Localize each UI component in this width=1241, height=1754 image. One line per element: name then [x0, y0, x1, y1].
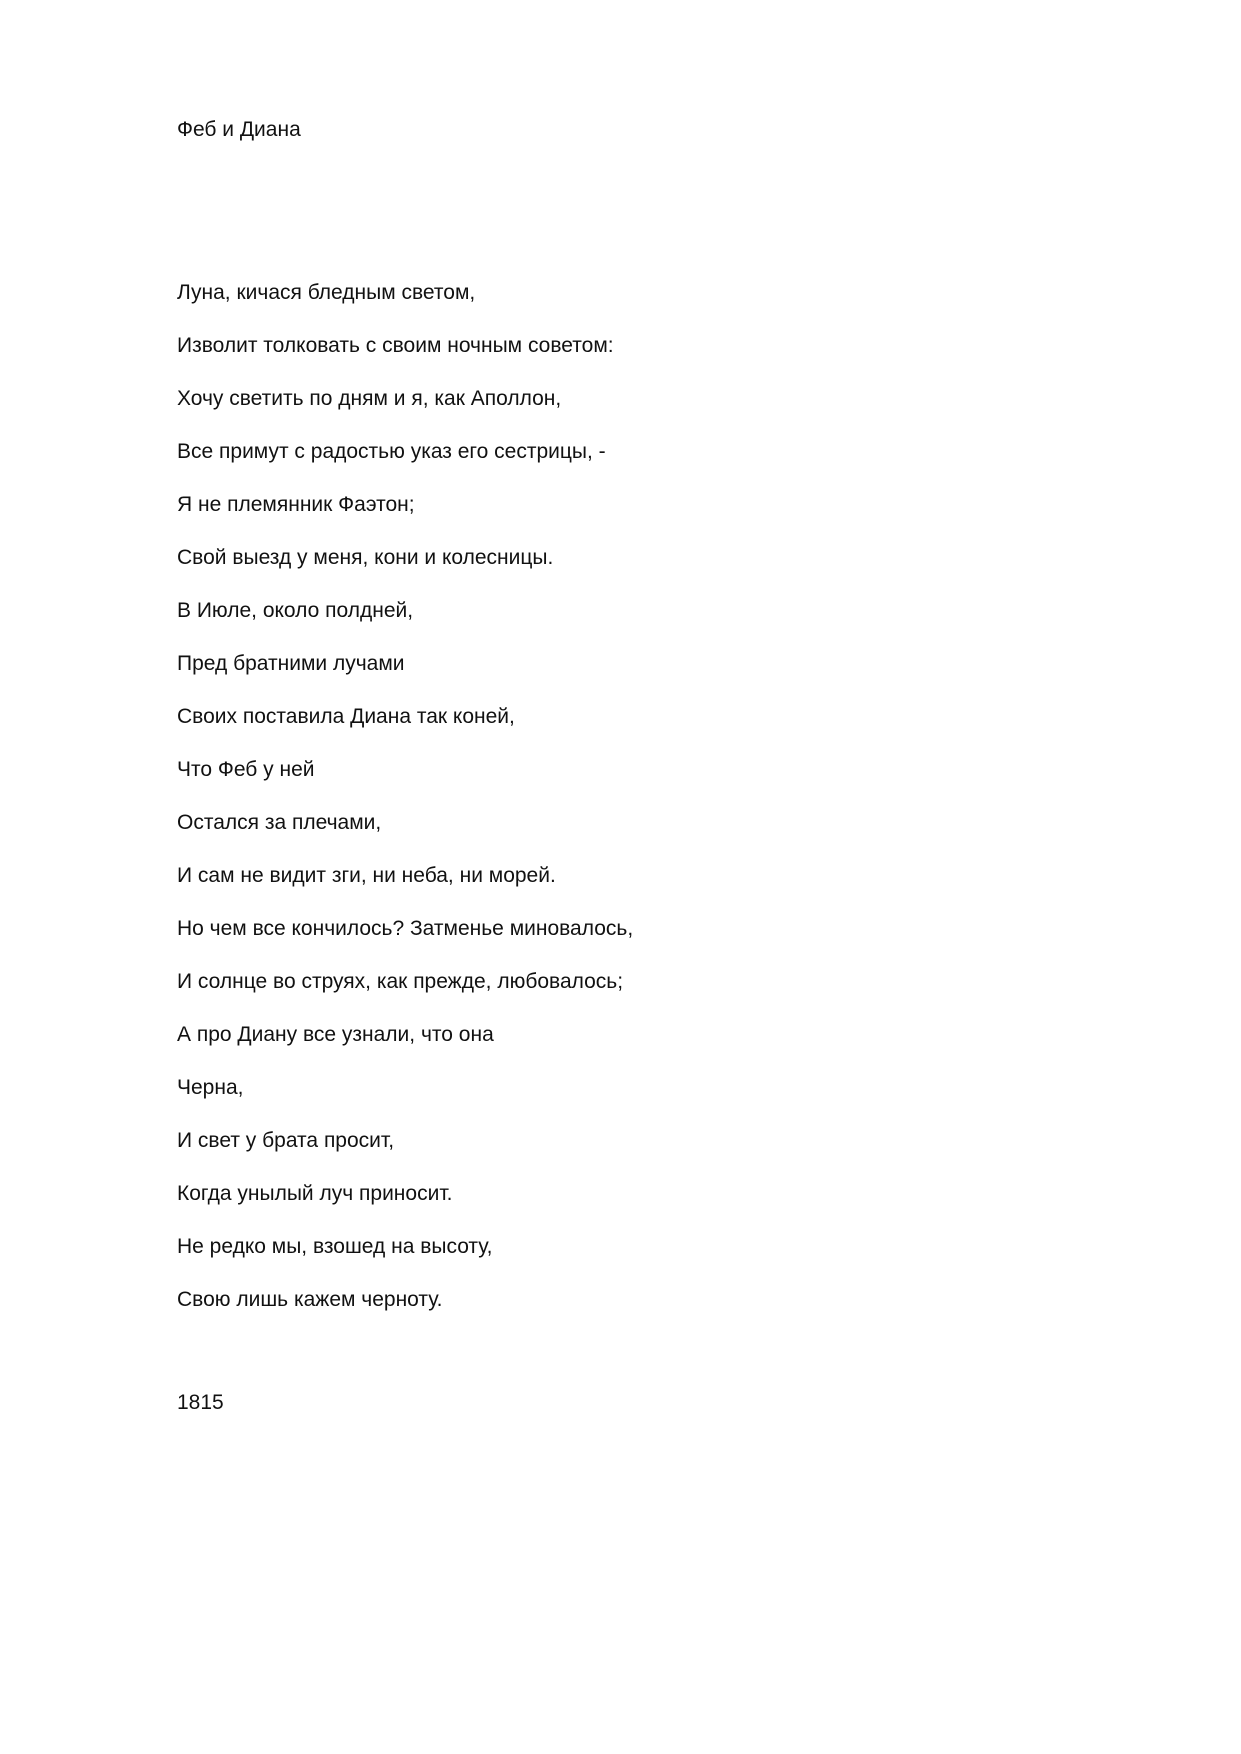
poem-line: Хочу светить по дням и я, как Аполлон,	[177, 387, 562, 410]
poem-line: И сам не видит зги, ни неба, ни морей.	[177, 864, 556, 887]
poem-line: Свой выезд у меня, кони и колесницы.	[177, 546, 554, 569]
poem-line: Не редко мы, взошед на высоту,	[177, 1235, 493, 1258]
poem-line: А про Диану все узнали, что она	[177, 1023, 494, 1046]
poem-line: Черна,	[177, 1076, 244, 1099]
poem-line: Но чем все кончилось? Затменье миновалось,	[177, 917, 634, 940]
poem-line: Когда унылый луч приносит.	[177, 1182, 453, 1205]
poem-line: Луна, кичася бледным светом,	[177, 281, 476, 304]
poem-line: В Июле, около полдней,	[177, 599, 414, 622]
poem-year: 1815	[177, 1391, 224, 1414]
poem-line: Остался за плечами,	[177, 811, 382, 834]
poem-line: Я не племянник Фаэтон;	[177, 493, 415, 516]
poem-line: И солнце во струях, как прежде, любовалось;	[177, 970, 624, 993]
poem-line: Все примут с радостью указ его сестрицы, -	[177, 440, 606, 463]
poem-line: Свою лишь кажем черноту.	[177, 1288, 443, 1311]
poem-line: Изволит толковать с своим ночным советом:	[177, 334, 614, 357]
poem-body	[177, 280, 633, 1340]
poem-line: Своих поставила Диана так коней,	[177, 705, 515, 728]
poem-line: Пред братними лучами	[177, 652, 405, 675]
poem-line: Что Феб у ней	[177, 758, 315, 781]
poem-line: И свет у брата просит,	[177, 1129, 395, 1152]
poem-title: Феб и Диана	[177, 118, 301, 141]
